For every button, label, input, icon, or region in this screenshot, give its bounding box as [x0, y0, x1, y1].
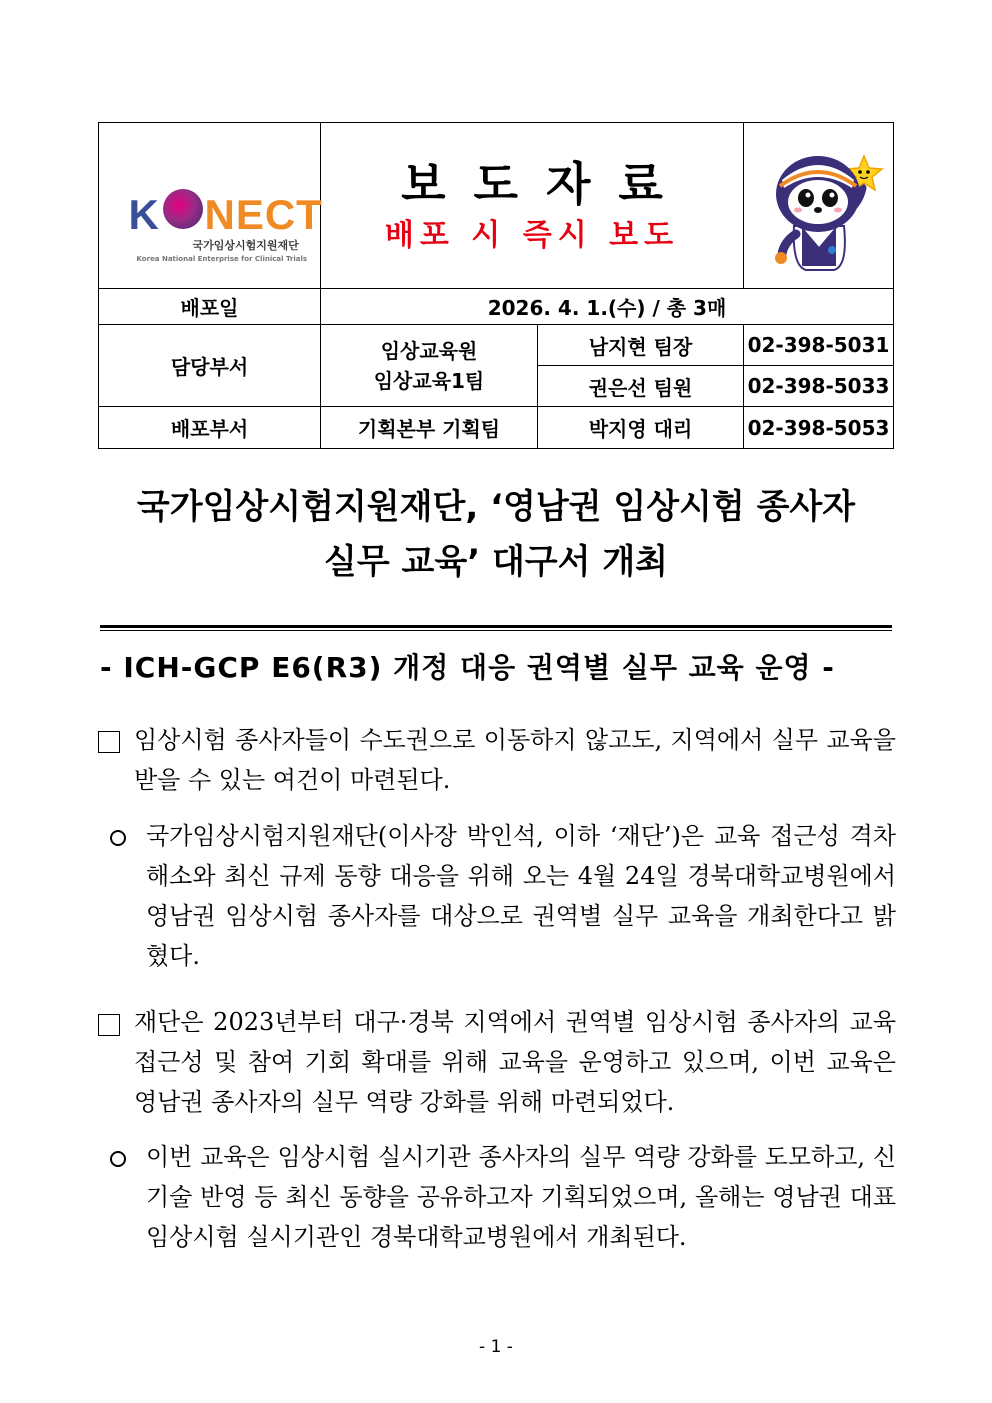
body-paragraph: 임상시험 종사자들이 수도권으로 이동하지 않고도, 지역에서 실무 교육을 받을 수 있는 여건이 마련된다. [134, 726, 896, 794]
logo-korean-name: 국가임상시험지원재단 [192, 238, 299, 252]
dist-label: 배포부서 [99, 407, 321, 449]
title-cell [321, 123, 744, 289]
konect-logo: K NECT 국가임상시험지원재단 Korea National Enterprise for Clinical Trials [128, 190, 323, 263]
logo-english-name: Korea National Enterprise for Clinical Trials [136, 254, 308, 263]
divider [100, 630, 892, 631]
body-paragraph: 이번 교육은 임상시험 실시기관 종사자의 실무 역량 강화를 도모하고, 신기술 반영 등 최신 동향을 공유하고자 기획되었으며, 올해는 영남권 대표 임상시험 실시기관인 경북대학교병원에서 개최된다. [146, 1143, 896, 1251]
logo-cell [99, 123, 321, 289]
page-title: 보도자료 [401, 156, 691, 211]
contact-phone: 02-398-5033 [744, 366, 894, 407]
subheadline: - ICH-GCP E6(R3) 개정 대응 권역별 실무 교육 운영 - [100, 651, 835, 684]
headline-line-1: 국가임상시험지원재단, ‘영남권 임상시험 종사자 [136, 487, 856, 527]
contact-name: 권은선 팀원 [538, 366, 744, 407]
release-instruction: 배포 시 즉시 보도 [384, 217, 680, 253]
contact-phone: 02-398-5031 [744, 325, 894, 366]
page-number: - 1 - [479, 1337, 513, 1357]
logo-globe-icon [163, 189, 203, 229]
release-date-value: 2026. 4. 1.(수) / 총 3매 [321, 289, 894, 325]
body-paragraph: 국가임상시험지원재단(이사장 박인석, 이하 ‘재단’)은 교육 접근성 격차 해소와 최신 규제 동향 대응을 위해 오는 4월 24일 경북대학교병원에서 영남권 임상시험 종사자를 대상으로 권역별 실무 교육을 개최한다고 밝혔다. [146, 822, 896, 970]
dist-dept: 기획본부 기획팀 [321, 407, 538, 449]
mascot-cell [744, 123, 894, 289]
divider [100, 625, 892, 628]
circle-bullet-icon [110, 1151, 126, 1167]
contact-phone: 02-398-5053 [744, 407, 894, 449]
contact-name: 박지영 대리 [538, 407, 744, 449]
dept-name: 임상교육원 임상교육1팀 [321, 325, 538, 407]
press-info-table [98, 122, 894, 449]
dept-label: 담당부서 [99, 325, 321, 407]
mascot-icon [754, 136, 884, 276]
release-date-label: 배포일 [99, 289, 321, 325]
contact-name: 남지현 팀장 [538, 325, 744, 366]
circle-bullet-icon [110, 830, 126, 846]
headline-line-2: 실무 교육’ 대구서 개최 [323, 542, 669, 582]
box-bullet-icon [98, 731, 120, 753]
body-paragraph: 재단은 2023년부터 대구·경북 지역에서 권역별 임상시험 종사자의 교육 접근성 및 참여 기회 확대를 위해 교육을 운영하고 있으며, 이번 교육은 영남권 종사자의 실무 역량 강화를 위해 마련되었다. [134, 1008, 896, 1116]
box-bullet-icon [98, 1014, 120, 1036]
